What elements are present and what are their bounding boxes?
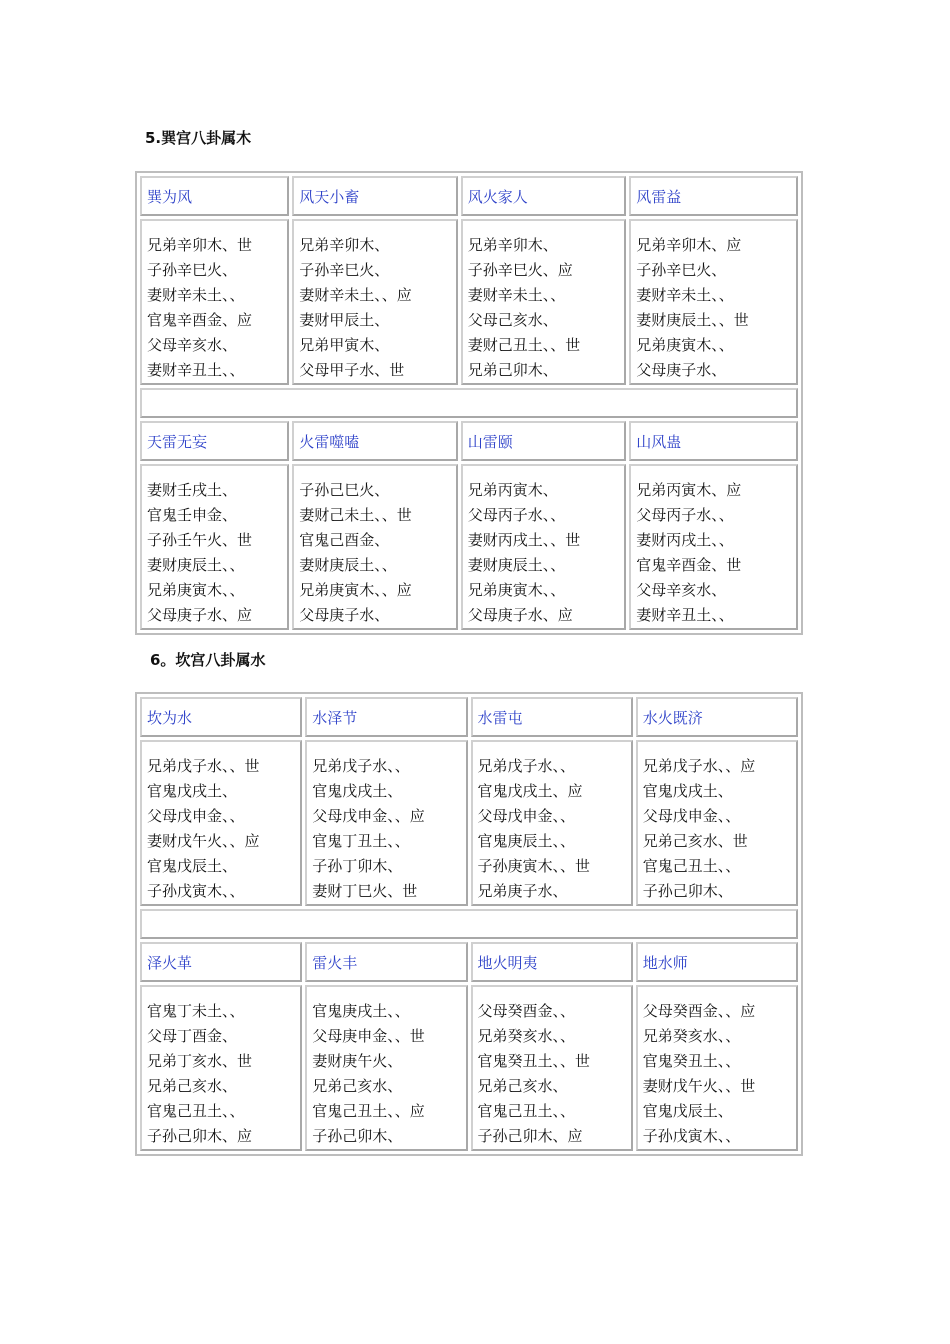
yao-line: 父母戊申金、、: [477, 807, 576, 825]
yao-line: 官鬼丁丑土、、: [312, 832, 410, 850]
hexagram-name: 水泽节: [305, 697, 467, 737]
hexagram-lines: [461, 219, 626, 385]
yao-line: 子孙辛巳火、应: [467, 261, 573, 279]
yao-line: 妻财丁巳火、世: [312, 882, 418, 900]
hexagram-name: 天雷无妄: [140, 421, 289, 461]
yao-line: 父母甲子水、世: [299, 361, 405, 379]
yao-line: 妻财丙戌土、、: [636, 531, 734, 549]
hexagram-lines: [140, 464, 289, 630]
hexagram-name: 地火明夷: [471, 942, 633, 982]
yao-line: 兄弟庚寅木、、: [636, 336, 734, 354]
yao-line: 兄弟庚寅木、、应: [299, 581, 412, 599]
hexagram-name: 风天小畜: [292, 176, 457, 216]
yao-line: 兄弟辛卯木、应: [636, 236, 742, 254]
yao-line: 官鬼己丑土、、: [147, 1102, 245, 1120]
yao-line: 子孙庚寅木、、世: [477, 857, 591, 875]
yao-line: 父母戊申金、、: [147, 807, 245, 825]
yao-line: 兄弟己亥水、: [147, 1077, 238, 1095]
yao-line: 父母己亥水、: [467, 311, 558, 329]
hexagram-lines: [292, 219, 457, 385]
yao-line: 官鬼丁未土、、: [147, 1002, 245, 1020]
yao-line: 兄弟辛卯木、世: [147, 236, 253, 254]
hexagram-lines: [305, 740, 467, 906]
yao-line: 妻财庚辰土、、世: [636, 311, 749, 329]
yao-line: 父母丙子水、、: [467, 506, 566, 524]
hexagram-lines: [471, 740, 633, 906]
spacer-row: [140, 909, 798, 939]
hexagram-lines: [629, 219, 798, 385]
hexagram-lines: [461, 464, 626, 630]
yao-line: 子孙己卯木、: [642, 882, 733, 900]
yao-line: 父母辛亥水、: [636, 581, 727, 599]
spacer-row: [140, 388, 798, 418]
hexagram-name: 坎为水: [140, 697, 302, 737]
yao-line: 子孙己卯木、应: [477, 1127, 583, 1145]
yao-line: 妻财甲辰土、: [299, 311, 390, 329]
yao-line: 子孙辛巳火、: [636, 261, 727, 279]
yao-line: 妻财丙戌土、、世: [467, 531, 581, 549]
yao-line: 官鬼己酉金、: [299, 531, 390, 549]
yao-line: 官鬼癸丑土、、: [642, 1052, 741, 1070]
hexagram-lines: [471, 985, 633, 1151]
yao-line: 官鬼己丑土、、: [477, 1102, 576, 1120]
yao-line: 兄弟戊子水、、应: [642, 757, 756, 775]
yao-line: 父母庚子水、: [636, 361, 727, 379]
yao-line: 妻财辛丑土、、: [636, 606, 734, 624]
hexagram-lines: [636, 740, 798, 906]
yao-line: 官鬼己丑土、、: [642, 857, 741, 875]
yao-line: 官鬼辛酉金、应: [147, 311, 253, 329]
yao-line: 父母丙子水、、: [636, 506, 734, 524]
hexagram-name: 火雷噬嗑: [292, 421, 457, 461]
yao-line: 子孙己卯木、应: [147, 1127, 253, 1145]
yao-line: 子孙戊寅木、、: [147, 882, 245, 900]
yao-line: 妻财辛丑土、、: [147, 361, 245, 379]
section-heading-kan: 6。坎宫八卦属水: [150, 651, 266, 669]
yao-line: 官鬼辛酉金、世: [636, 556, 742, 574]
yao-line: 子孙辛巳火、: [299, 261, 390, 279]
yao-line: 官鬼己丑土、、应: [312, 1102, 425, 1120]
yao-line: 兄弟癸亥水、、: [642, 1027, 741, 1045]
hexagram-lines: [140, 219, 289, 385]
yao-line: 兄弟庚子水、: [477, 882, 568, 900]
yao-line: 子孙壬午火、世: [147, 531, 253, 549]
hexagram-name: 山风蛊: [629, 421, 798, 461]
yao-line: 官鬼戊辰土、: [147, 857, 238, 875]
yao-line: 父母庚子水、应: [467, 606, 573, 624]
yao-line: 父母戊申金、、: [642, 807, 741, 825]
yao-line: 子孙戊寅木、、: [642, 1127, 741, 1145]
yao-line: 兄弟己亥水、: [312, 1077, 403, 1095]
hexagram-table-kan: [135, 692, 803, 1156]
hexagram-name: 水雷屯: [471, 697, 633, 737]
yao-line: 兄弟丁亥水、世: [147, 1052, 253, 1070]
yao-line: 父母庚子水、: [299, 606, 390, 624]
yao-line: 父母癸酉金、、应: [642, 1002, 756, 1020]
yao-line: 妻财辛未土、、应: [299, 286, 412, 304]
yao-line: 子孙己卯木、: [312, 1127, 403, 1145]
yao-line: 官鬼戊戌土、: [642, 782, 733, 800]
hexagram-table-xun: [135, 171, 803, 635]
yao-line: 妻财壬戌土、: [147, 481, 238, 499]
yao-line: 妻财辛未土、、: [147, 286, 245, 304]
hexagram-name: 山雷颐: [461, 421, 626, 461]
yao-line: 官鬼癸丑土、、世: [477, 1052, 591, 1070]
yao-line: 兄弟庚寅木、、: [467, 581, 566, 599]
hexagram-lines: [629, 464, 798, 630]
hexagram-name: 风火家人: [461, 176, 626, 216]
yao-line: 兄弟辛卯木、: [299, 236, 390, 254]
hexagram-name: 地水师: [636, 942, 798, 982]
yao-line: 兄弟甲寅木、: [299, 336, 390, 354]
yao-line: 官鬼壬申金、: [147, 506, 238, 524]
yao-line: 兄弟丙寅木、: [467, 481, 558, 499]
yao-line: 子孙丁卯木、: [312, 857, 403, 875]
yao-line: 妻财庚辰土、、: [147, 556, 245, 574]
yao-line: 妻财戊午火、、世: [642, 1077, 756, 1095]
hexagram-lines: [140, 985, 302, 1151]
hexagram-lines: [305, 985, 467, 1151]
hexagram-name: 巽为风: [140, 176, 289, 216]
yao-line: 妻财辛未土、、: [636, 286, 734, 304]
yao-line: 父母庚子水、应: [147, 606, 253, 624]
yao-line: 妻财辛未土、、: [467, 286, 566, 304]
yao-line: 兄弟戊子水、、: [312, 757, 410, 775]
yao-line: 兄弟癸亥水、、: [477, 1027, 576, 1045]
yao-line: 父母癸酉金、、: [477, 1002, 576, 1020]
yao-line: 子孙辛巳火、: [147, 261, 238, 279]
hexagram-name: 风雷益: [629, 176, 798, 216]
yao-line: 兄弟戊子水、、: [477, 757, 576, 775]
yao-line: 兄弟己亥水、: [477, 1077, 568, 1095]
yao-line: 妻财己丑土、、世: [467, 336, 581, 354]
yao-line: 父母戊申金、、应: [312, 807, 425, 825]
yao-line: 兄弟丙寅木、应: [636, 481, 742, 499]
yao-line: 官鬼戊戌土、应: [477, 782, 583, 800]
hexagram-name: 雷火丰: [305, 942, 467, 982]
yao-line: 妻财庚辰土、、: [467, 556, 566, 574]
yao-line: 官鬼戊辰土、: [642, 1102, 733, 1120]
yao-line: 兄弟辛卯木、: [467, 236, 558, 254]
section-heading-xun: 5.巽宫八卦属木: [145, 129, 252, 147]
yao-line: 父母丁酉金、: [147, 1027, 238, 1045]
yao-line: 官鬼戊戌土、: [312, 782, 403, 800]
yao-line: 兄弟己亥水、世: [642, 832, 748, 850]
yao-line: 父母庚申金、、世: [312, 1027, 425, 1045]
yao-line: 兄弟己卯木、: [467, 361, 558, 379]
hexagram-name: 水火既济: [636, 697, 798, 737]
yao-line: 妻财戊午火、、应: [147, 832, 260, 850]
yao-line: 子孙己巳火、: [299, 481, 390, 499]
yao-line: 父母辛亥水、: [147, 336, 238, 354]
yao-line: 兄弟戊子水、、世: [147, 757, 260, 775]
yao-line: 妻财己未土、、世: [299, 506, 412, 524]
yao-line: 兄弟庚寅木、、: [147, 581, 245, 599]
hexagram-lines: [140, 740, 302, 906]
yao-line: 官鬼戊戌土、: [147, 782, 238, 800]
yao-line: 妻财庚午火、: [312, 1052, 403, 1070]
hexagram-lines: [292, 464, 457, 630]
yao-line: 官鬼庚戌土、、: [312, 1002, 410, 1020]
hexagram-name: 泽火革: [140, 942, 302, 982]
hexagram-lines: [636, 985, 798, 1151]
yao-line: 妻财庚辰土、、: [299, 556, 397, 574]
yao-line: 官鬼庚辰土、、: [477, 832, 576, 850]
